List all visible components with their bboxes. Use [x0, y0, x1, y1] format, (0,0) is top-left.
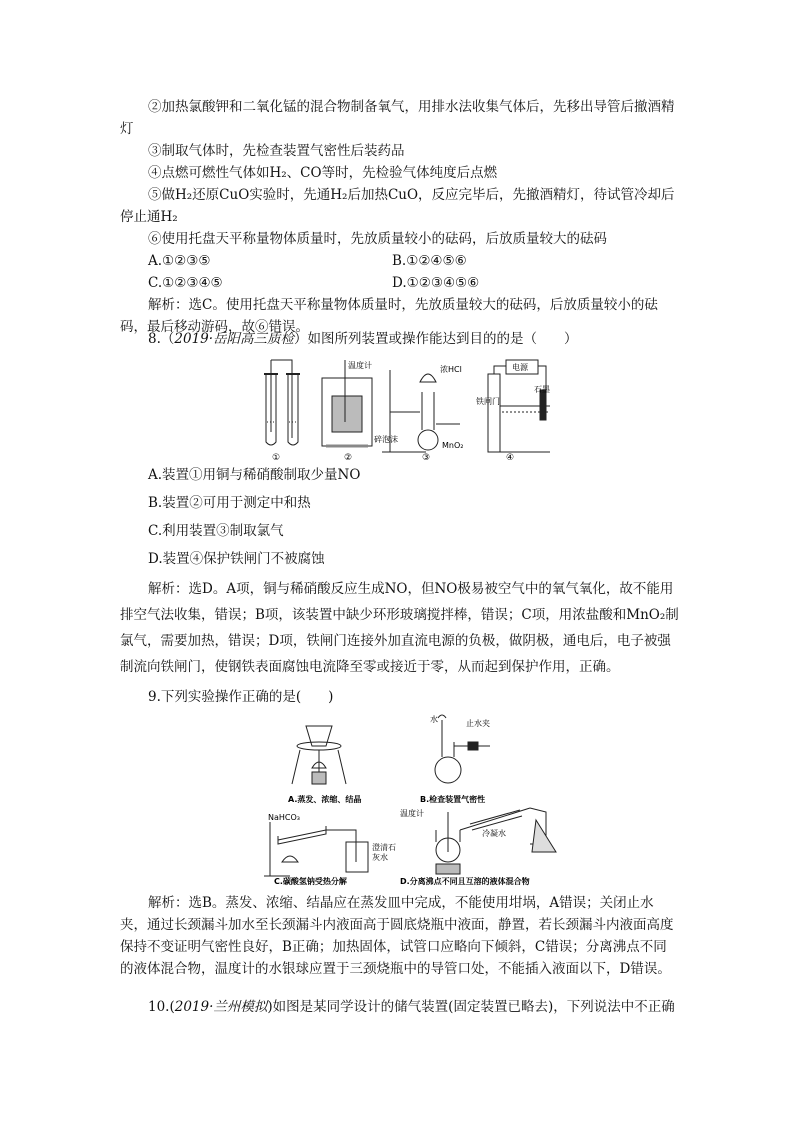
fig9-caption-c: C.碳酸氢钠受热分解 [274, 877, 347, 886]
q9-answer: 解析：选B。蒸发、浓缩、结晶应在蒸发皿中完成，不能使用坩埚，A错误；关闭止水夹，通过长颈漏斗加水至长颈漏斗内液面高于圆底烧瓶中液面，静置，若长颈漏斗内液面高度保持不变证明气密性良好，B正确；加热固体，试管口应略向下倾斜，C错误；分离沸点不同的液体混合物，温度计的水银球应置于三颈烧瓶中的导管口处，不能插入液面以下，D错误。 [120, 895, 674, 977]
q8-option-b: B.装置②可用于测定中和热 [148, 495, 311, 511]
item-4: ④点燃可燃性气体如H₂、CO等时，先检验气体纯度后点燃 [148, 165, 498, 181]
fig9-limewater-label-1: 澄清石 [372, 843, 396, 852]
fig9-thermometer-label: 温度计 [400, 809, 424, 818]
fig8-power-label: 电源 [512, 363, 528, 372]
q8-answer: 解析：选D。A项，铜与稀硝酸反应生成NO，但NO极易被空气中的氧气氧化，故不能用排空气法收集，错误；B项，该装置中缺少环形玻璃搅拌棒，错误；C项，用浓盐酸和MnO₂制氯气，需要加热，错误；D项，铁闸门连接外加直流电源的负极，做阴极，通电后，电子被强制流向铁闸门，使钢铁表面腐蚀电流降至零或接近于零，从而起到保护作用，正确。 [120, 581, 679, 675]
q8-source: 2019·岳阳高三质检 [174, 331, 295, 347]
fig9-nahco3-label: NaHCO₃ [268, 813, 300, 822]
figure-q9 [260, 712, 570, 894]
fig9-caption-b: B.检查装置气密性 [420, 795, 486, 804]
question-10-stem [120, 996, 680, 1018]
fig8-graphite-label: 石墨 [534, 385, 550, 394]
q8-stem-text: ）如图所列装置或操作能达到目的的是（ ） [294, 331, 578, 347]
q8-option-c: C.利用装置③制取氯气 [148, 523, 284, 539]
figure-q8 [250, 352, 550, 466]
fig9-caption-d: D.分离沸点不同且互溶的液体混合物 [400, 877, 530, 886]
q10-source: 2019·兰州模拟 [174, 999, 268, 1015]
fig8-number-3: ③ [422, 453, 431, 462]
option-b: B.①②④⑤⑥ [392, 253, 467, 269]
option-c: C.①②③④⑤ [148, 275, 223, 291]
q10-stem-text: )如图是某同学设计的储气装置(固定装置已略去)，下列说法中不正确 [267, 999, 675, 1015]
q8-option-a: A.装置①用铜与稀硝酸制取少量NO [148, 467, 361, 483]
fig8-thermometer-label: 温度计 [348, 361, 372, 370]
fig9-cooling-label: 冷凝水 [482, 829, 506, 838]
item-2: ②加热氯酸钾和二氧化锰的混合物制备氧气，用排水法收集气体后，先移出导管后撤酒精灯 [120, 99, 675, 137]
fig9-water-label: 水 [430, 715, 438, 724]
fig8-mno2-label: MnO₂ [442, 441, 464, 450]
item-6: ⑥使用托盘天平称量物体质量时，先放质量较小的砝码，后放质量较大的砝码 [148, 231, 607, 247]
item-5: ⑤做H₂还原CuO实验时，先通H₂后加热CuO，反应完毕后，先撤酒精灯，待试管冷却后停止通H₂ [120, 187, 675, 225]
question-9-stem: 9.下列实验操作正确的是( ) [148, 689, 334, 705]
fig9-limewater-label-2: 灰水 [372, 853, 388, 862]
q8-option-d: D.装置④保护铁闸门不被腐蚀 [148, 551, 325, 567]
item-3: ③制取气体时，先检查装置气密性后装药品 [148, 143, 405, 159]
fig8-number-2: ② [344, 453, 353, 462]
fig9-clamp-label: 止水夹 [466, 719, 490, 728]
fig8-conc-hcl-label: 浓HCl [440, 365, 462, 374]
fig8-number-1: ① [272, 453, 281, 462]
fig8-foam-label: 碎泡沫 [374, 435, 398, 444]
q8-number: 8.（ [148, 331, 175, 347]
fig9-caption-a: A.蒸发、浓缩、结晶 [288, 795, 362, 804]
fig8-number-4: ④ [506, 453, 515, 462]
fig8-iron-gate-label: 铁闸门 [476, 397, 500, 406]
option-d: D.①②③④⑤⑥ [392, 275, 480, 291]
question-8-stem [120, 328, 680, 350]
q10-number: 10.( [148, 999, 175, 1015]
option-a: A.①②③⑤ [148, 253, 211, 269]
answer-7: 解析：选C。使用托盘天平称量物体质量时，先放质量较大的砝码，后放质量较小的砝码，最后移动游码，故⑥错误。 [120, 297, 658, 335]
